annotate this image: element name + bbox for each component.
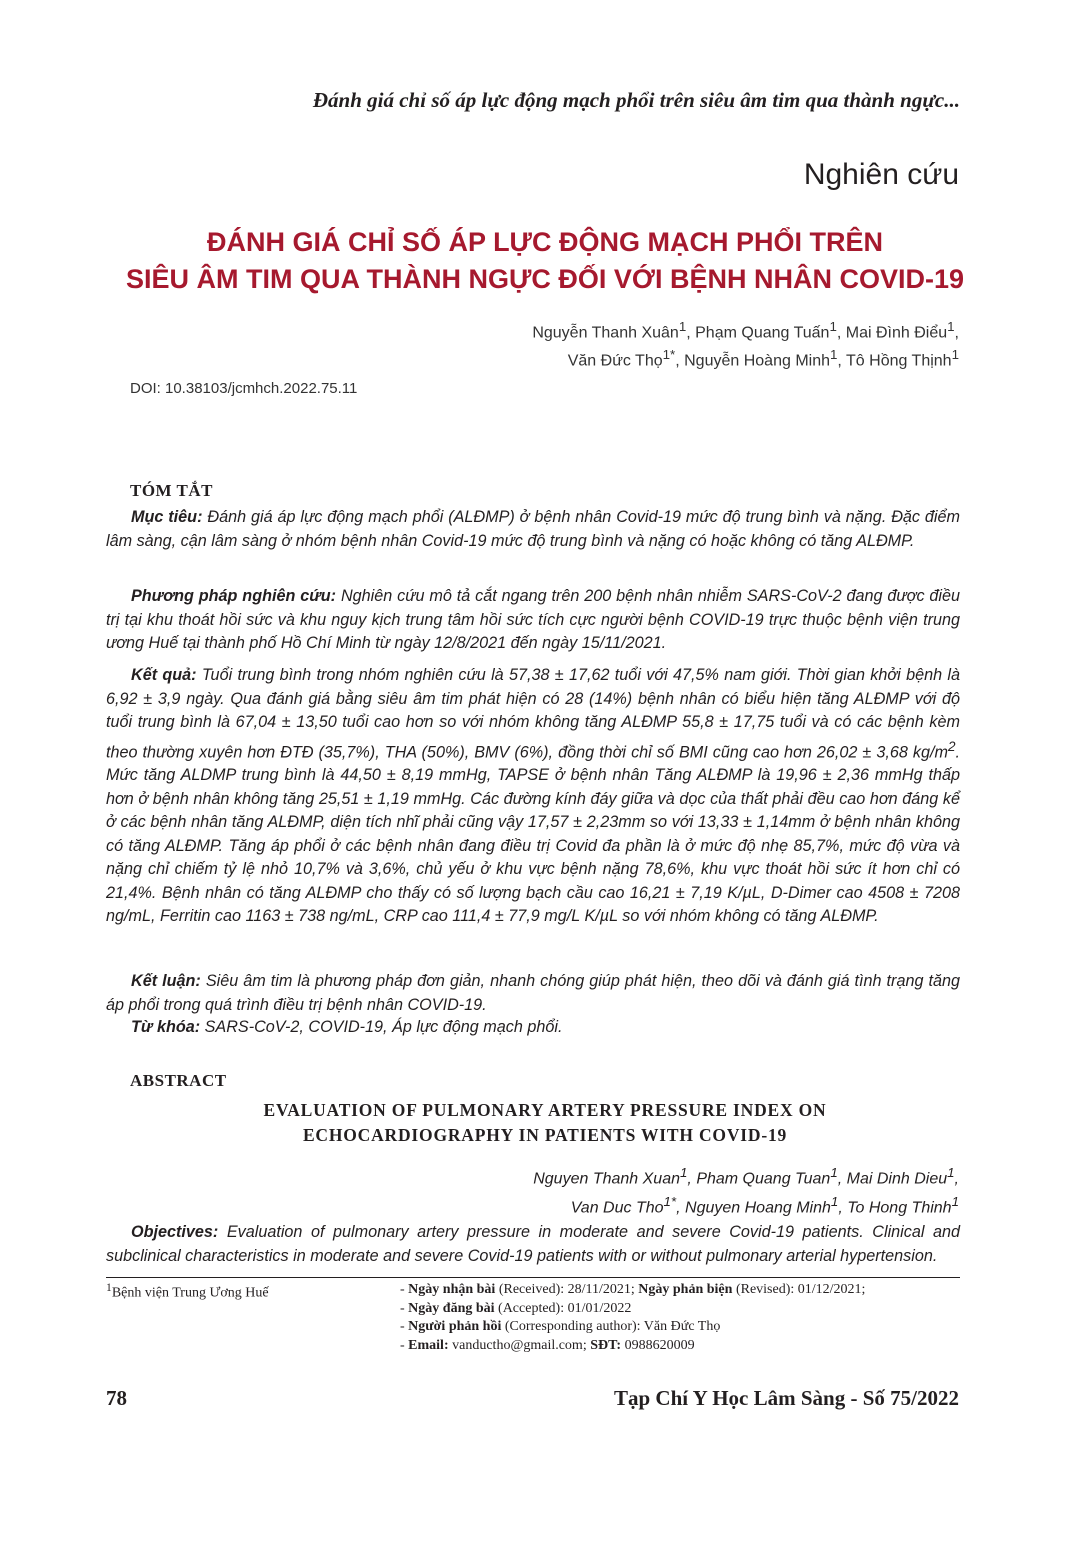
- received-label: Ngày nhận bài: [408, 1282, 496, 1297]
- author-line-1: Nguyễn Thanh Xuân$^1$, Phạm Quang Tuấn$^1$, Mai Đình Điểu$^1$,: [532, 319, 959, 342]
- result-text-continued: . Mức tăng ALDMP trung bình là 44,50 ± 8,19 mmHg, TAPSE ở bệnh nhân Tăng ALĐMP là 19,96 ± 2,36 mmHg thấp hơn ở bệnh nhân không tăng 25,51 ± 1,19 mmHg. Các đường kính đáy giữa và dọc của thất phải đều cao hơn đáng kể ở các bệnh nhân tăng ALĐMP, diện tích nhĩ phải cũng vậy 17,57 ± 2,23mm so với 13,33 ± 1,14mm ở bệnh nhân không có tăng ALĐMP. Tăng áp phổi ở các bệnh nhân đang điều trị Covid đa phần là ở mức độ nhẹ 85,7%, mức độ vừa và nặng chỉ chiếm tỷ lệ nhỏ 10,7% và 3,6%, chủ yếu ở khu vực bệnh nặng 78,6%, khu vực thoát hồi sức ít hơn chỉ có 21,4%. Bệnh nhân có tăng ALĐMP cho thấy có số lượng bạch cầu cao 16,21 ± 7,19 K/µL, D-Dimer cao 4508 ± 7208 ng/mL, Ferritin cao 1163 ± 738 ng/mL, CRP cao 111,4 ± 77,9 mg/L K/µL so với nhóm không có tăng ALĐMP.: [106, 742, 960, 926]
- author-name: Nguyen Thanh Xuan: [533, 1170, 680, 1188]
- conclusion-text: Siêu âm tim là phương pháp đơn giản, nhanh chóng giúp phát hiện, theo dõi và đánh giá tình trạng tăng áp phổi trong quá trình điều trị bệnh nhân COVID-19.: [106, 972, 960, 1014]
- summary-heading: TÓM TẮT: [130, 481, 214, 500]
- author-affiliation-mark: 1: [951, 347, 959, 362]
- summary-conclusion-paragraph: [106, 970, 960, 1017]
- keywords-text: SARS-CoV-2, COVID-19, Áp lực động mạch phổi.: [204, 1018, 563, 1036]
- revised-label: Ngày phản biện: [638, 1282, 733, 1297]
- author-affiliation-mark: 1: [947, 319, 955, 334]
- revised-text: (Revised): 01/12/2021;: [735, 1282, 866, 1297]
- author-affiliation-mark: 1: [951, 1194, 959, 1210]
- affiliation-text: Bệnh viện Trung Ương Huế: [111, 1285, 269, 1301]
- email-text: vanductho@gmail.com;: [452, 1337, 587, 1353]
- author-affiliation-mark: 1: [830, 347, 838, 362]
- result-superscript: 2: [947, 738, 956, 754]
- footnote-corresponding-line: - Người phản hồi (Corresponding author): Văn Đức Thọ: [400, 1319, 721, 1334]
- result-text: Tuổi trung bình trong nhóm nghiên cứu là 57,38 ± 17,62 tuổi với 47,5% nam giới. Thời gian khởi bệnh là 6,92 ± 3,9 ngày. Qua đánh giá bằng siêu âm tim phát hiện có 28 (14%) bệnh nhân có biểu hiện tăng ALĐMP với độ tuổi trung bình là 67,04 ± 13,50 tuổi cao hơn so với nhóm không tăng ALĐMP 55,8 ± 17,75 tuổi và có các bệnh kèm theo thường xuyên hơn ĐTĐ (35,7%), THA (50%), BMV (6%), đồng thời chỉ số BMI cũng cao hơn 26,02 ± 3,68 kg/m: [106, 666, 960, 761]
- author-name: Nguyễn Hoàng Minh: [684, 352, 830, 370]
- running-header: Đánh giá chỉ số áp lực động mạch phổi trên siêu âm tim qua thành ngực...: [312, 88, 960, 112]
- author-name: Van Duc Tho: [570, 1199, 664, 1217]
- method-text: Nghiên cứu mô tả cắt ngang trên 200 bệnh nhân nhiễm SARS-CoV-2 đang được điều trị tại khu thoát hồi sức và khu nguy kịch trung tâm hồi sức tích cực người bệnh COVID-19 trực thuộc bệnh viện trung ương Huế tại thành phố Hồ Chí Minh từ ngày 12/8/2021 đến ngày 15/11/2021.: [106, 587, 961, 652]
- author-name: Pham Quang Tuan: [696, 1170, 831, 1188]
- section-label: Nghiên cứu: [803, 158, 959, 191]
- author-name: Nguyen Hoang Minh: [685, 1199, 831, 1217]
- article-title-vietnamese: [60, 224, 1030, 298]
- author-affiliation-mark: 1: [947, 1165, 955, 1180]
- english-author-line-2: Van Duc Tho$^{1*}$, Nguyen Hoang Minh$^1$, To Hong Thinh$^1$: [570, 1194, 959, 1217]
- phone-label: SĐT:: [590, 1337, 622, 1353]
- footnote-divider: [106, 1277, 960, 1278]
- objectives-label: Objectives:: [131, 1223, 219, 1241]
- author-name: Mai Đình Điểu: [845, 324, 948, 342]
- accepted-text: (Accepted): 01/01/2022: [498, 1300, 632, 1316]
- footnote-accepted-line: - Ngày đăng bài (Accepted): 01/01/2022: [400, 1300, 632, 1316]
- author-affiliation-mark: 1: [680, 1165, 688, 1180]
- affiliation-mark: 1: [106, 1281, 112, 1294]
- author-affiliation-mark: 1*: [662, 347, 676, 362]
- journal-name: Tạp Chí Y Học Lâm Sàng - Số 75/2022: [614, 1386, 959, 1410]
- author-list-vietnamese: [532, 317, 959, 373]
- author-affiliation-mark: 1: [678, 319, 687, 334]
- author-affiliation-mark: 1: [830, 1165, 838, 1180]
- page-number: 78: [106, 1386, 127, 1410]
- phone-text: 0988620009: [624, 1337, 695, 1353]
- article-title-english: [60, 1098, 1030, 1148]
- summary-objective-paragraph: [106, 506, 960, 553]
- objective-text: Đánh giá áp lực động mạch phổi (ALĐMP) ở bệnh nhân Covid-19 mức độ trung bình và nặng. Đặc điểm lâm sàng, cận lâm sàng ở nhóm bệnh nhân Covid-19 mức độ trung bình và nặng có hoặc không có tăng ALĐMP.: [106, 508, 961, 550]
- footnote-contact-line: - Email: vanductho@gmail.com; SĐT: 0988620009: [400, 1337, 695, 1353]
- objectives-text: Evaluation of pulmonary artery pressure in moderate and severe Covid-19 patients. Clinical and subclinical characteristics in moderate and severe Covid-19 patients with or without pulmonary arterial hypertension.: [106, 1223, 960, 1265]
- author-name: Nguyễn Thanh Xuân: [532, 324, 679, 342]
- footnote-received-line: - Ngày nhận bài (Received): 28/11/2021; Ngày phản biện (Revised): 01/12/2021;: [400, 1282, 866, 1297]
- author-name: Văn Đức Thọ: [567, 352, 663, 370]
- corresponding-label: Người phản hồi: [408, 1319, 502, 1334]
- footnote-affiliation: [106, 1281, 269, 1302]
- footnote-article-info: [400, 1281, 865, 1355]
- summary-keywords-paragraph: [106, 1016, 960, 1040]
- corresponding-text: (Corresponding author): Văn Đức Thọ: [504, 1319, 721, 1334]
- author-line-2: Văn Đức Thọ$^{1*}$, Nguyễn Hoàng Minh$^1$, Tô Hồng Thịnh$^1$: [567, 347, 959, 370]
- abstract-heading: ABSTRACT: [130, 1071, 227, 1090]
- author-name: Mai Dinh Dieu: [846, 1170, 948, 1188]
- keywords-label: Từ khóa:: [131, 1018, 201, 1036]
- summary-method-paragraph: [106, 585, 960, 656]
- result-label: Kết quả:: [131, 666, 197, 684]
- abstract-objectives-paragraph: [106, 1221, 960, 1268]
- accepted-label: Ngày đăng bài: [408, 1300, 495, 1316]
- author-name: Tô Hồng Thịnh: [846, 352, 952, 370]
- conclusion-label: Kết luận:: [131, 972, 201, 990]
- author-name: Phạm Quang Tuấn: [695, 324, 830, 342]
- title-line-1: ĐÁNH GIÁ CHỈ SỐ ÁP LỰC ĐỘNG MẠCH PHỔI TRÊN: [207, 227, 883, 257]
- summary-result-paragraph: [106, 664, 960, 929]
- title-line-2: SIÊU ÂM TIM QUA THÀNH NGỰC ĐỐI VỚI BỆNH NHÂN COVID-19: [126, 263, 964, 294]
- received-text: (Received): 28/11/2021;: [498, 1282, 635, 1297]
- author-affiliation-mark: 1: [830, 1194, 839, 1210]
- author-affiliation-mark: 1: [829, 319, 837, 334]
- objective-label: Mục tiêu:: [131, 508, 203, 526]
- english-author-line-1: Nguyen Thanh Xuan$^1$, Pham Quang Tuan$^1$, Mai Dinh Dieu$^1$,: [533, 1165, 959, 1188]
- email-label: Email:: [408, 1337, 449, 1353]
- author-list-english: [533, 1161, 959, 1220]
- author-affiliation-mark: 1*: [663, 1194, 677, 1210]
- author-name: To Hong Thinh: [847, 1199, 952, 1217]
- english-title-line-1: EVALUATION OF PULMONARY ARTERY PRESSURE INDEX ON: [263, 1100, 827, 1120]
- doi: DOI: 10.38103/jcmhch.2022.75.11: [130, 380, 358, 397]
- method-label: Phương pháp nghiên cứu:: [131, 587, 337, 605]
- english-title-line-2: ECHOCARDIOGRAPHY IN PATIENTS WITH COVID-19: [302, 1125, 788, 1145]
